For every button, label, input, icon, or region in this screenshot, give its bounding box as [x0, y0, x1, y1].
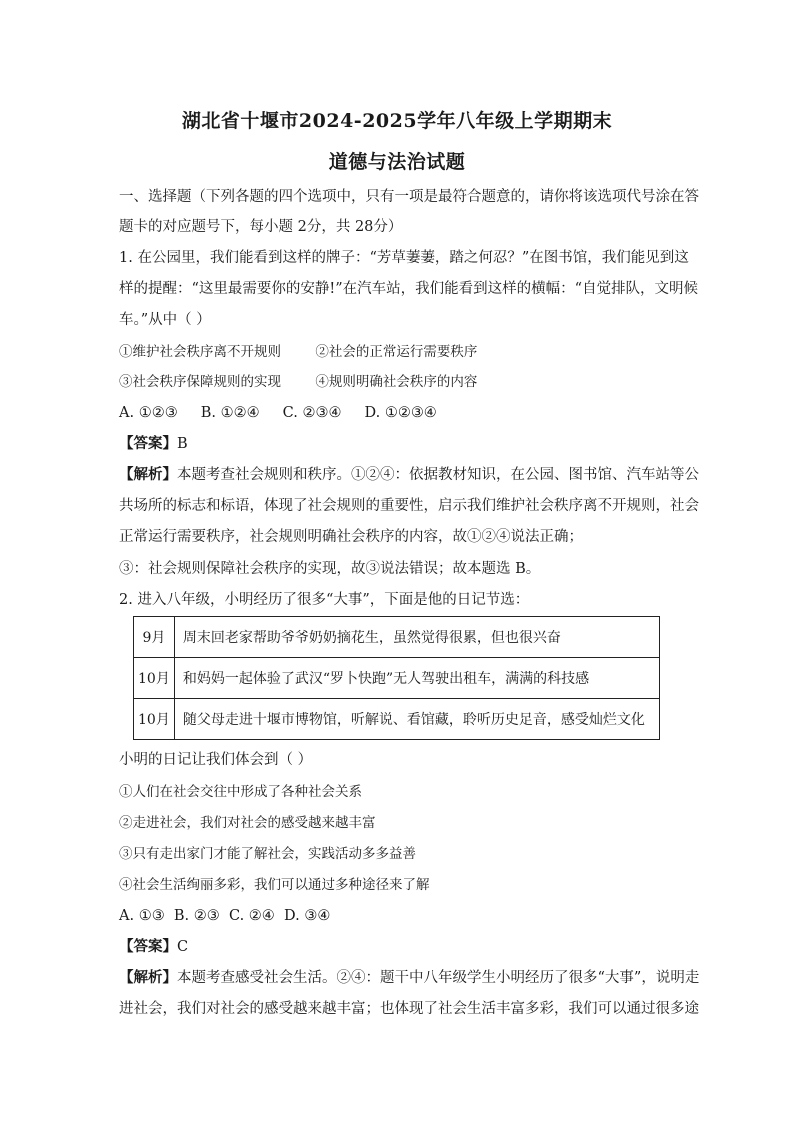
q1-answer [119, 434, 679, 454]
q2-stem: 2. 进入八年级，小明经历了很多“大事”，下面是他的日记节选： [119, 592, 530, 608]
q2-answer-value: C [177, 939, 189, 955]
q1-analysis-label: 【解析】 [119, 466, 177, 483]
q1-analysis-line2: 共场所的标志和标语，体现了社会规则的重要性，启示我们维护社会秩序离不开规则，社会 [119, 498, 699, 514]
q2-analysis-text: 本题考查感受社会生活。②④：题干中八年级学生小明经历了很多“大事”，说明走 [177, 970, 700, 986]
q1-stem-line2: 样的提醒：“这里最需要你的安静!”在汽车站，我们能看到这样的横幅：“自觉排队，文明候 [119, 281, 699, 297]
table-row [134, 617, 660, 658]
q1-stem-line1: 1. 在公园里，我们能看到这样的牌子：“芳草萋萋，踏之何忍？”在图书馆，我们能见到这 [119, 250, 689, 266]
q2-analysis-line2: 进社会，我们对社会的感受越来越丰富；也体现了社会生活丰富多彩，我们可以通过很多途 [119, 1001, 699, 1017]
q2-analysis-label: 【解析】 [119, 969, 177, 986]
diary-month: 9月 [134, 617, 175, 658]
q1-analysis-line3: 正常运行需要秩序，社会规则明确社会秩序的内容，故①②④说法正确； [119, 529, 583, 545]
section-instructions-line1: 一、选择题（下列各题的四个选项中，只有一项是最符合题意的，请你将该选项代号涂在答 [119, 189, 699, 205]
q2-analysis-line1 [119, 968, 700, 988]
page-subtitle: 道德与法治试题 [328, 151, 466, 173]
q1-choices: A. ①②③ B. ①②④ C. ②③④ D. ①②③④ [119, 405, 437, 421]
q2-answer [119, 937, 679, 957]
q2-option-4: ④社会生活绚丽多彩，我们可以通过多种途径来了解 [119, 877, 430, 893]
table-row [134, 699, 660, 740]
q2-option-3: ③只有走出家门才能了解社会，实践活动多多益善 [119, 846, 416, 862]
q1-analysis-text: 本题考查社会规则和秩序。①②④：依据教材知识，在公园、图书馆、汽车站等公 [177, 467, 699, 483]
q1-analysis-line1 [119, 465, 699, 485]
q1-answer-label: 【答案】 [119, 435, 177, 452]
q2-option-1: ①人们在社会交往中形成了各种社会关系 [119, 784, 362, 800]
diary-table [133, 616, 660, 740]
q1-analysis-line4: ③：社会规则保障社会秩序的实现，故③说法错误；故本题选 B。 [119, 561, 541, 577]
q2-option-2: ②走进社会，我们对社会的感受越来越丰富 [119, 815, 376, 831]
diary-entry: 和妈妈一起体验了武汉“罗卜快跑”无人驾驶出租车，满满的科技感 [174, 658, 659, 699]
q1-options-row1: ①维护社会秩序离不开规则 ②社会的正常运行需要秩序 [119, 344, 478, 360]
table-row [134, 658, 660, 699]
q2-question: 小明的日记让我们体会到（ ） [119, 752, 313, 768]
diary-entry: 周末回老家帮助爷爷奶奶摘花生，虽然觉得很累，但也很兴奋 [174, 617, 659, 658]
diary-entry: 随父母走进十堰市博物馆，听解说、看馆藏，聆听历史足音，感受灿烂文化 [174, 699, 659, 740]
diary-month: 10月 [134, 699, 175, 740]
page-title: 湖北省十堰市2024-2025学年八年级上学期期末 [181, 110, 613, 132]
q2-choices: A. ①③ B. ②③ C. ②④ D. ③④ [119, 908, 331, 924]
q2-answer-label: 【答案】 [119, 938, 177, 955]
section-instructions-line2: 题卡的对应题号下，每小题 2分，共 28分） [119, 219, 403, 235]
q1-answer-value: B [177, 436, 188, 452]
q1-options-row2: ③社会秩序保障规则的实现 ④规则明确社会秩序的内容 [119, 374, 478, 390]
q1-stem-line3: 车。”从中（ ） [119, 312, 211, 328]
diary-month: 10月 [134, 658, 175, 699]
